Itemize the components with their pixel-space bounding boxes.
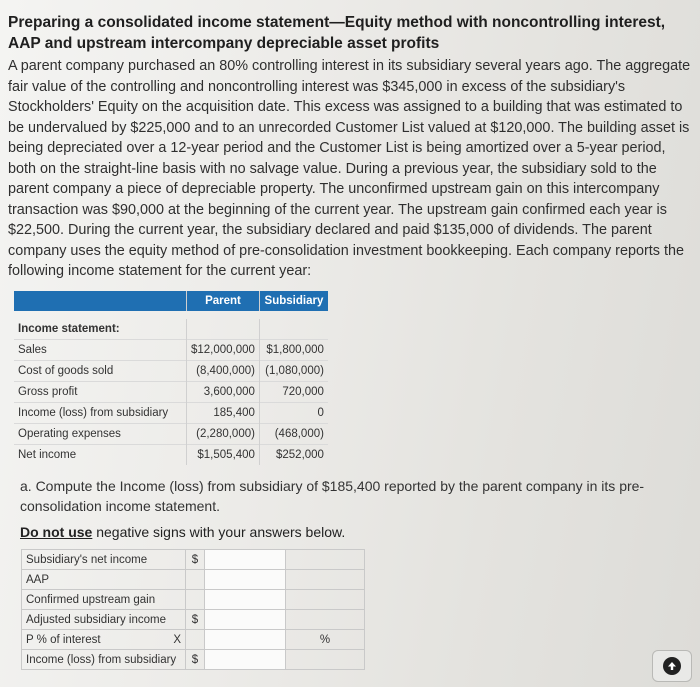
row-label: Income (loss) from subsidiary: [14, 403, 187, 424]
currency-sign: $: [186, 550, 205, 570]
currency-sign: [186, 630, 205, 650]
parent-value: 185,400: [187, 403, 260, 424]
table-header-row: [14, 291, 328, 311]
aap-input[interactable]: [205, 570, 286, 590]
row-label: Cost of goods sold: [14, 361, 187, 382]
problem-title: Preparing a consolidated income statement—Equity method with noncontrolling interest, AAP and upstream intercompany depreciable asset profits: [8, 14, 666, 52]
answer-label: Adjusted subsidiary income: [22, 610, 186, 630]
subsidiary-value: 0: [259, 403, 328, 424]
confirmed-upstream-gain-input[interactable]: [205, 590, 286, 610]
answer-row: [22, 630, 365, 650]
row-label: Sales: [14, 340, 187, 361]
unit-suffix: [286, 590, 365, 610]
answer-row: [22, 570, 365, 590]
table-row: [14, 445, 328, 466]
question-text: a. Compute the Income (loss) from subsidiary of $185,400 reported by the parent company in its pre-consolidation income statement.: [20, 478, 645, 514]
answer-row: [22, 590, 365, 610]
answer-label: Confirmed upstream gain: [22, 590, 186, 610]
currency-sign: [186, 570, 205, 590]
parent-value: (8,400,000): [187, 361, 260, 382]
currency-sign: $: [186, 610, 205, 630]
unit-suffix: [286, 550, 365, 570]
table-row: [14, 403, 328, 424]
adjusted-subsidiary-income-input[interactable]: [205, 610, 286, 630]
income-statement-table: [14, 291, 328, 465]
subsidiary-value: $252,000: [259, 445, 328, 466]
multiply-sign: X: [173, 633, 181, 646]
instruction-text: [20, 524, 345, 540]
arrow-up-icon: [663, 657, 681, 675]
table-row: [14, 424, 328, 445]
percent-interest-input[interactable]: [205, 630, 286, 650]
problem-intro: A parent company purchased an 80% controlling interest in its subsidiary several years ago. The aggregate fair value of the controlling and noncontrolling interest was $345,000 in excess of the subsidiary's Stockholders' Equity on the acquisition date. This excess was assigned to a building that was estimated to be undervalued by $225,000 and to an unrecorded Customer List valued at $120,000. The building asset is being depreciated over a 12-year period and the Customer List is being amortized over a 5-year period, both on the straight-line basis with no salvage value. During a previous year, the subsidiary sold to the parent company a piece of depreciable property. The unconfirmed upstream gain on this intercompany transaction was $90,000 at the beginning of the current year. The upstream gain confirmed each year is $22,500. During the current year, the subsidiary declared and paid $135,000 of dividends. The parent company uses the equity method of pre-consolidation investment bookkeeping. Each company reports the following income statement for the current year:: [8, 58, 691, 279]
row-label: Net income: [14, 445, 187, 466]
section-row: [14, 319, 328, 340]
instruction-emphasis: Do not use: [20, 524, 93, 540]
parent-value: 3,600,000: [187, 382, 260, 403]
answer-row: [22, 550, 365, 570]
subsidiary-value: $1,800,000: [259, 340, 328, 361]
answer-label: AAP: [22, 570, 186, 590]
table-row: [14, 382, 328, 403]
answer-row: [22, 650, 365, 670]
answer-label: Income (loss) from subsidiary: [22, 650, 186, 670]
subsidiary-value: 720,000: [259, 382, 328, 403]
parent-value: (2,280,000): [187, 424, 260, 445]
subsidiary-value: (1,080,000): [259, 361, 328, 382]
header-parent: Parent: [187, 291, 260, 311]
row-label: Operating expenses: [14, 424, 187, 445]
table-row: [14, 340, 328, 361]
row-label: Gross profit: [14, 382, 187, 403]
section-label: Income statement:: [18, 323, 120, 335]
unit-suffix: [286, 650, 365, 670]
answer-label: P % of interest X: [22, 630, 186, 650]
parent-value: $1,505,400: [187, 445, 260, 466]
table-spacer-row: [14, 311, 328, 319]
instruction-rest: negative signs with your answers below.: [92, 524, 346, 540]
scroll-top-button[interactable]: [652, 650, 692, 682]
header-subsidiary: Subsidiary: [259, 291, 328, 311]
answer-label: Subsidiary's net income: [22, 550, 186, 570]
subsidiary-net-income-input[interactable]: [205, 550, 286, 570]
table-row: [14, 361, 328, 382]
answer-row: [22, 610, 365, 630]
currency-sign: [186, 590, 205, 610]
parent-value: $12,000,000: [187, 340, 260, 361]
percent-suffix: %: [286, 630, 365, 650]
unit-suffix: [286, 610, 365, 630]
currency-sign: $: [186, 650, 205, 670]
income-from-subsidiary-input[interactable]: [205, 650, 286, 670]
unit-suffix: [286, 570, 365, 590]
subsidiary-value: (468,000): [259, 424, 328, 445]
answer-table: [21, 549, 365, 670]
